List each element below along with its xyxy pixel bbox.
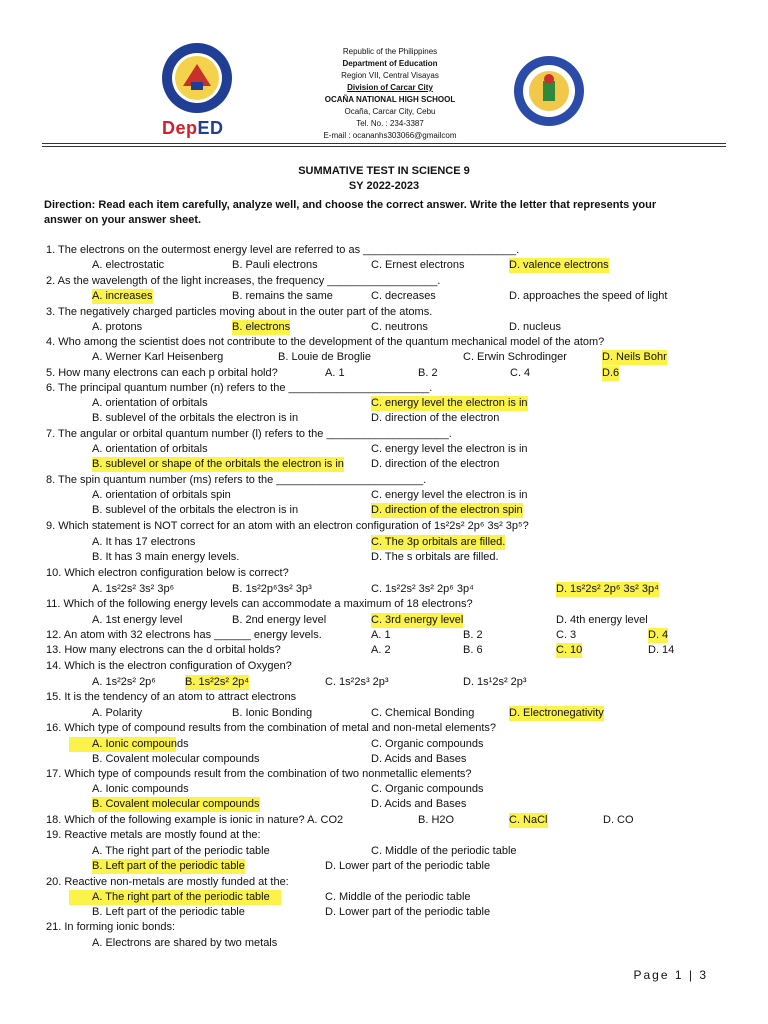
choice-d-answer: D. direction of the electron spin <box>371 504 523 516</box>
choice-c: C. 3 <box>556 629 577 641</box>
choice-a: A. orientation of orbitals <box>92 397 208 409</box>
question-19 <box>0 828 768 843</box>
choice-c: C. 4 <box>510 367 531 379</box>
question-15 <box>0 690 768 705</box>
question-15-choices <box>0 706 768 721</box>
question-text: 7. The angular or orbital quantum number (l) refers to the ____________________. <box>46 428 452 440</box>
question-10 <box>0 566 768 581</box>
question-20-choices-row1 <box>0 890 768 905</box>
question-10-choices <box>0 582 768 597</box>
question-text: 14. Which is the electron configuration of Oxygen? <box>46 660 292 672</box>
question-text: 2. As the wavelength of the light increases, the frequency __________________. <box>46 275 441 287</box>
choice-a: A. orientation of orbitals spin <box>92 489 231 501</box>
deped-logo: DepED <box>162 118 224 138</box>
question-19-choices-row2 <box>0 859 768 874</box>
question-9 <box>0 519 768 534</box>
choice-d: D. Lower part of the periodic table <box>325 860 491 872</box>
choice-c: C. Erwin Schrodinger <box>463 351 567 363</box>
question-7-choices-row1 <box>0 442 768 457</box>
republic-line: Republic of the Philippines <box>342 47 438 56</box>
choice-a: A. 1s²2s² 2p⁶ <box>92 676 156 688</box>
choice-d: D. 4th energy level <box>556 614 648 626</box>
page-number: Page 1 | 3 <box>633 968 708 982</box>
direction-line-2: answer on your answer sheet. <box>44 214 202 226</box>
question-6-choices-row2 <box>0 411 768 426</box>
question-3-choices <box>0 320 768 335</box>
question-text: 20. Reactive non-metals are mostly funded at the: <box>46 876 289 888</box>
choice-c-answer: C. The 3p orbitals are filled. <box>371 536 506 548</box>
question-text: 13. How many electrons can the d orbital holds? <box>46 644 281 656</box>
choice-d: D. CO <box>603 814 634 826</box>
choice-b: B. Left part of the periodic table <box>92 906 245 918</box>
choice-a: A. 1s²2s² 3s² 3p⁶ <box>92 583 175 595</box>
question-text: 9. Which statement is NOT correct for an atom with an electron configuration of 1s²2s² 2p⁶ 3s² 3p⁵? <box>46 520 529 532</box>
choice-a: A. Ionic compounds <box>92 783 189 795</box>
choice-d: D. Lower part of the periodic table <box>325 906 491 918</box>
choice-d-answer: D. Neils Bohr <box>602 351 667 363</box>
question-8-choices-row2 <box>0 503 768 518</box>
choice-b: B. sublevel of the orbitals the electron is in <box>92 504 299 516</box>
choice-c: C. Organic compounds <box>371 738 484 750</box>
question-13 <box>0 643 768 658</box>
question-text: 18. Which of the following example is ionic in nature? A. CO2 <box>46 814 344 826</box>
school-header <box>290 46 490 142</box>
choice-d-answer: D. valence electrons <box>509 259 609 271</box>
direction-line-1: Direction: Read each item carefully, analyze well, and choose the correct answer. Write the letter that represents your <box>44 199 657 211</box>
choice-c: C. energy level the electron is in <box>371 443 528 455</box>
choice-b-answer: B. Covalent molecular compounds <box>92 798 260 810</box>
choice-c: C. Middle of the periodic table <box>371 845 517 857</box>
question-16-choices-row1 <box>0 737 768 752</box>
choice-c-answer: C. 3rd energy level <box>371 614 464 626</box>
choice-d-answer: D.6 <box>602 367 620 379</box>
choice-b: B. Ionic Bonding <box>232 707 313 719</box>
question-7 <box>0 427 768 442</box>
choice-a: A. It has 17 electrons <box>92 536 196 548</box>
question-text: 8. The spin quantum number (ms) refers to the ________________________. <box>46 474 427 486</box>
question-11-choices <box>0 613 768 628</box>
choice-c: C. Ernest electrons <box>371 259 465 271</box>
question-3 <box>0 305 768 320</box>
choice-d: D. 1s¹2s² 2p³ <box>463 676 527 688</box>
choice-b: B. 2nd energy level <box>232 614 327 626</box>
choice-a: A. 1st energy level <box>92 614 183 626</box>
choice-b: B. Pauli electrons <box>232 259 318 271</box>
school-year: SY 2022-2023 <box>348 180 420 192</box>
choice-d: D. approaches the speed of light <box>509 290 668 302</box>
choice-d-answer: D. 4 <box>648 629 669 641</box>
header-rule-top <box>42 143 726 144</box>
choice-c: C. Organic compounds <box>371 783 484 795</box>
question-1-choices <box>0 258 768 273</box>
choice-a-answer: A. Ionic compounds <box>92 738 189 750</box>
question-9-choices-row2 <box>0 550 768 565</box>
choice-b: B. 2 <box>463 629 483 641</box>
question-17-choices-row1 <box>0 782 768 797</box>
question-20-choices-row2 <box>0 905 768 920</box>
choice-a-answer: A. The right part of the periodic table <box>92 891 270 903</box>
choice-a: A. Electrons are shared by two metals <box>92 937 278 949</box>
question-14-choices <box>0 675 768 690</box>
question-4-choices <box>0 350 768 365</box>
question-17-choices-row2 <box>0 797 768 812</box>
choice-d-answer: D. Electronegativity <box>509 707 604 719</box>
choice-b: B. 6 <box>463 644 483 656</box>
header-rule-bottom <box>42 146 726 147</box>
choice-b: B. 1s²2p⁶3s² 3p³ <box>232 583 312 595</box>
choice-d: D. Acids and Bases <box>371 798 467 810</box>
question-text: 19. Reactive metals are mostly found at the: <box>46 829 261 841</box>
choice-b: B. remains the same <box>232 290 333 302</box>
test-title: SUMMATIVE TEST IN SCIENCE 9 <box>298 165 470 177</box>
address-line: Ocaña, Carcar City, Cebu <box>344 107 436 116</box>
question-8 <box>0 473 768 488</box>
question-1 <box>0 243 768 258</box>
choice-a-answer: A. increases <box>92 290 153 302</box>
choice-a: A. Werner Karl Heisenberg <box>92 351 224 363</box>
choice-b: B. 2 <box>418 367 438 379</box>
direction-text <box>44 198 724 228</box>
question-text: 5. How many electrons can each p orbital hold? <box>46 367 278 379</box>
choice-b: B. Covalent molecular compounds <box>92 753 260 765</box>
question-4 <box>0 335 768 350</box>
choice-d: D. nucleus <box>509 321 561 333</box>
question-7-choices-row2 <box>0 457 768 472</box>
choice-b: B. Louie de Broglie <box>278 351 371 363</box>
choice-a: A. protons <box>92 321 143 333</box>
question-text: 10. Which electron configuration below is correct? <box>46 567 289 579</box>
choice-c: C. Middle of the periodic table <box>325 891 471 903</box>
question-text: 15. It is the tendency of an atom to attract electrons <box>46 691 297 703</box>
choice-c: C. 1s²2s² 3s² 2p⁶ 3p⁴ <box>371 583 474 595</box>
question-text: 21. In forming ionic bonds: <box>46 921 176 933</box>
choice-b-answer: B. Left part of the periodic table <box>92 860 245 872</box>
question-text: 6. The principal quantum number (n) refers to the _______________________. <box>46 382 433 394</box>
region-line: Region VII, Central Visayas <box>341 71 439 80</box>
question-text: 4. Who among the scientist does not contribute to the development of the quantum mechanical model of the atom? <box>46 336 605 348</box>
question-6-choices-row1 <box>0 396 768 411</box>
choice-a: A. orientation of orbitals <box>92 443 208 455</box>
question-12 <box>0 628 768 643</box>
school-seal-icon <box>513 55 585 127</box>
choice-d: D. The s orbitals are filled. <box>371 551 499 563</box>
choice-a: A. electrostatic <box>92 259 165 271</box>
question-14 <box>0 659 768 674</box>
choice-b: B. H2O <box>418 814 455 826</box>
question-text: 16. Which type of compound results from the combination of metal and non-metal elements? <box>46 722 497 734</box>
tel-line: Tel. No. : 234-3387 <box>356 119 424 128</box>
choice-a: A. 1 <box>325 367 345 379</box>
choice-a: A. 1 <box>371 629 391 641</box>
question-19-choices-row1 <box>0 844 768 859</box>
question-16 <box>0 721 768 736</box>
question-6 <box>0 381 768 396</box>
question-8-choices-row1 <box>0 488 768 503</box>
choice-d: D. Acids and Bases <box>371 753 467 765</box>
question-2-choices <box>0 289 768 304</box>
choice-c: C. Chemical Bonding <box>371 707 475 719</box>
question-9-choices-row1 <box>0 535 768 550</box>
choice-d-answer: D. 1s²2s² 2p⁶ 3s² 3p⁴ <box>556 583 659 595</box>
question-18 <box>0 813 768 828</box>
question-11 <box>0 597 768 612</box>
question-text: 17. Which type of compounds result from the combination of two nonmetallic elements? <box>46 768 472 780</box>
choice-a: A. 2 <box>371 644 391 656</box>
choice-d: D. direction of the electron <box>371 412 500 424</box>
choice-b: B. sublevel of the orbitals the electron is in <box>92 412 299 424</box>
choice-c: C. decreases <box>371 290 436 302</box>
question-21 <box>0 920 768 935</box>
question-21-choices <box>0 936 768 951</box>
choice-c-answer: C. 10 <box>556 644 583 656</box>
choice-b: B. It has 3 main energy levels. <box>92 551 240 563</box>
question-text: 1. The electrons on the outermost energy level are referred to as _________________________. <box>46 244 520 256</box>
choice-c-answer: C. energy level the electron is in <box>371 397 528 409</box>
choice-c-answer: C. NaCl <box>509 814 548 826</box>
choice-d: D. direction of the electron <box>371 458 500 470</box>
division-line: Division of Carcar City <box>347 83 433 92</box>
choice-b-answer: B. 1s²2s² 2p⁴ <box>185 676 250 688</box>
question-20 <box>0 875 768 890</box>
choice-c: C. energy level the electron is in <box>371 489 528 501</box>
question-16-choices-row2 <box>0 752 768 767</box>
question-text: 3. The negatively charged particles moving about in the outer part of the atoms. <box>46 306 433 318</box>
choice-c: C. 1s²2s³ 2p³ <box>325 676 389 688</box>
question-text: 11. Which of the following energy levels can accommodate a maximum of 18 electrons? <box>46 598 473 610</box>
question-2 <box>0 274 768 289</box>
deped-seal-icon <box>161 42 233 114</box>
choice-a: A. Polarity <box>92 707 143 719</box>
choice-a: A. The right part of the periodic table <box>92 845 270 857</box>
department-line: Department of Education <box>342 59 438 68</box>
question-17 <box>0 767 768 782</box>
question-5 <box>0 366 768 381</box>
school-name: OCAÑA NATIONAL HIGH SCHOOL <box>324 95 456 104</box>
choice-b-answer: B. electrons <box>232 321 291 333</box>
email-line: E-mail : ocananhs303066@gmailcom <box>323 131 457 140</box>
choice-b-answer: B. sublevel or shape of the orbitals the electron is in <box>92 458 344 470</box>
choice-c: C. neutrons <box>371 321 428 333</box>
question-text: 12. An atom with 32 electrons has ______ energy levels. <box>46 629 322 641</box>
choice-d: D. 14 <box>648 644 675 656</box>
